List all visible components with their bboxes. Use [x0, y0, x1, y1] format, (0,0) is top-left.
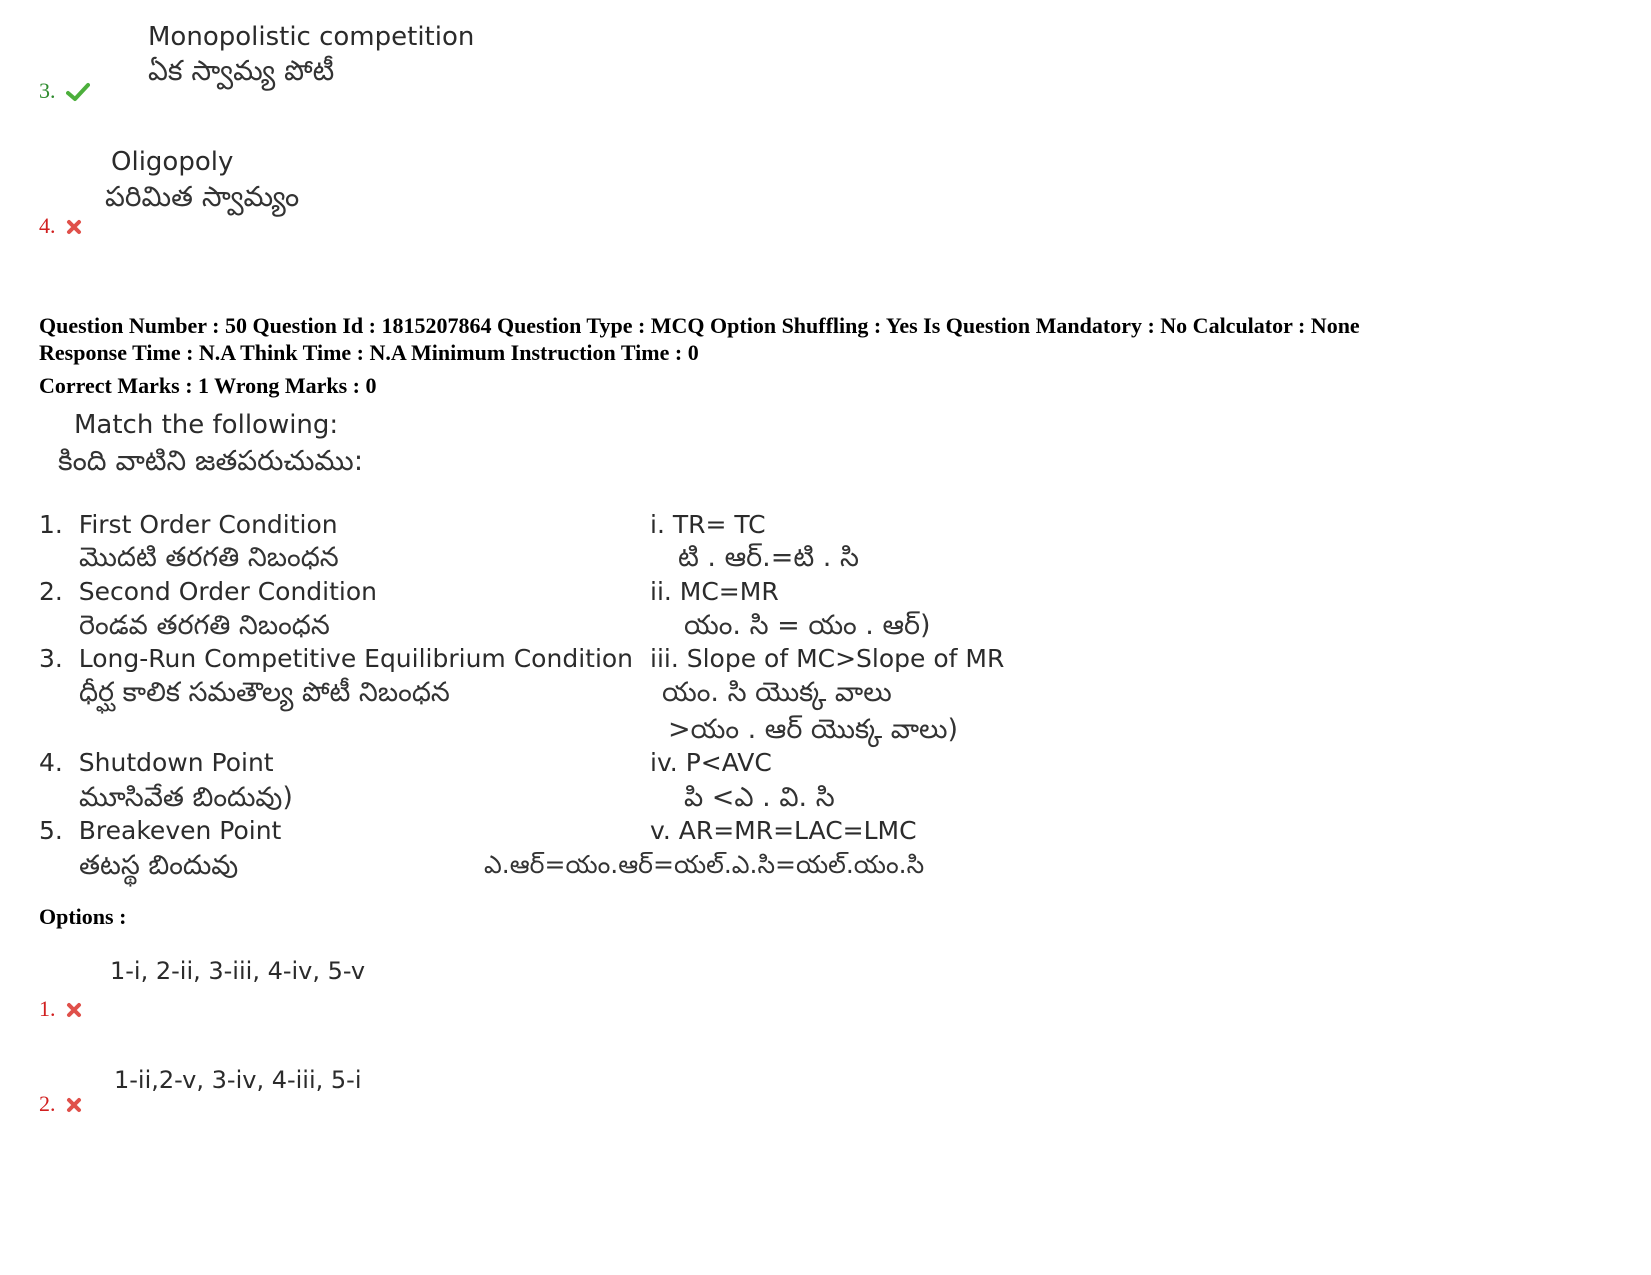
left-item-2-num: 2. — [39, 577, 63, 606]
option-1-number: 1. — [39, 996, 56, 1021]
cross-icon — [66, 219, 82, 240]
right-item-v-te: ఎ.ఆర్=యం.ఆర్=యల్.ఎ.సి=యల్.యం.సి — [484, 850, 925, 879]
left-item-3-num: 3. — [39, 644, 63, 673]
option-2-marker[interactable] — [39, 1091, 82, 1118]
left-item-4-num: 4. — [39, 748, 63, 777]
left-item-5-num: 5. — [39, 816, 63, 845]
right-item-ii: ii. MC=MR — [650, 577, 779, 606]
question-meta-line-1: Question Number : 50 Question Id : 1815207864 Question Type : MCQ Option Shuffling : Yes Is Question Mandatory : No Calculator : None — [39, 313, 1360, 338]
left-item-3-te: ధీర్ఘ కాలిక సమతౌల్య పోటీ నిబంధన — [79, 677, 450, 708]
check-icon — [66, 82, 90, 107]
left-item-2-en: Second Order Condition — [78, 577, 378, 606]
prev-option-3-en: Monopolistic competition — [148, 22, 475, 52]
prev-option-3-te: ఏక స్వామ్య పోటీ — [148, 54, 335, 87]
left-item-4-en: Shutdown Point — [78, 748, 274, 777]
cross-icon — [66, 1097, 82, 1118]
left-item-1 — [39, 510, 338, 539]
prev-option-4-te: పరిమిత స్వామ్యం — [105, 180, 300, 213]
left-item-2-te: రెండవ తరగతి నిబంధన — [79, 610, 330, 641]
left-item-4-te: మూసివేత బిందువు) — [79, 782, 293, 813]
right-item-iii-te: యం. సి యొక్క వాలు — [662, 677, 892, 708]
option-1-marker[interactable] — [39, 996, 82, 1023]
left-item-2 — [39, 577, 377, 606]
question-heading-te: కింది వాటిని జతపరుచుము: — [58, 444, 364, 477]
left-item-1-te: మొదటి తరగతి నిబంధన — [79, 542, 339, 573]
right-item-iv: iv. P<AVC — [650, 748, 772, 777]
question-heading-en: Match the following: — [74, 410, 339, 440]
cross-icon — [66, 1002, 82, 1023]
option-2-number: 2. — [39, 1091, 56, 1116]
left-item-1-num: 1. — [39, 510, 63, 539]
options-label: Options : — [39, 904, 127, 929]
prev-option-4-number: 4. — [39, 213, 56, 238]
question-marks: Correct Marks : 1 Wrong Marks : 0 — [39, 373, 377, 398]
prev-option-3-marker — [39, 78, 90, 107]
prev-option-4-en: Oligopoly — [111, 147, 234, 177]
left-item-5-te: తటస్థ బిందువు — [79, 850, 239, 881]
right-item-i: i. TR= TC — [650, 510, 766, 539]
option-1-text: 1-i, 2-ii, 3-iii, 4-iv, 5-v — [110, 957, 366, 985]
right-item-iv-te: పి <ఎ . వి. సి — [684, 782, 835, 813]
option-2-text: 1-ii,2-v, 3-iv, 4-iii, 5-i — [114, 1066, 362, 1094]
right-item-iii: iii. Slope of MC>Slope of MR — [650, 644, 1005, 673]
prev-option-3-number: 3. — [39, 78, 56, 103]
right-item-ii-te: యం. సి = యం . ఆర్) — [684, 610, 931, 641]
prev-option-4-marker — [39, 213, 82, 240]
question-meta-line-2: Response Time : N.A Think Time : N.A Minimum Instruction Time : 0 — [39, 340, 699, 365]
left-item-5-en: Breakeven Point — [78, 816, 282, 845]
left-item-4 — [39, 748, 274, 777]
left-item-3-en: Long-Run Competitive Equilibrium Condition — [78, 644, 634, 673]
right-item-i-te: టి . ఆర్.=టి . సి — [678, 542, 859, 573]
left-item-1-en: First Order Condition — [78, 510, 338, 539]
right-item-iii-te-2: >యం . ఆర్ యొక్క వాలు) — [668, 714, 959, 745]
left-item-5 — [39, 816, 281, 845]
left-item-3 — [39, 644, 633, 673]
right-item-v: v. AR=MR=LAC=LMC — [650, 816, 917, 845]
